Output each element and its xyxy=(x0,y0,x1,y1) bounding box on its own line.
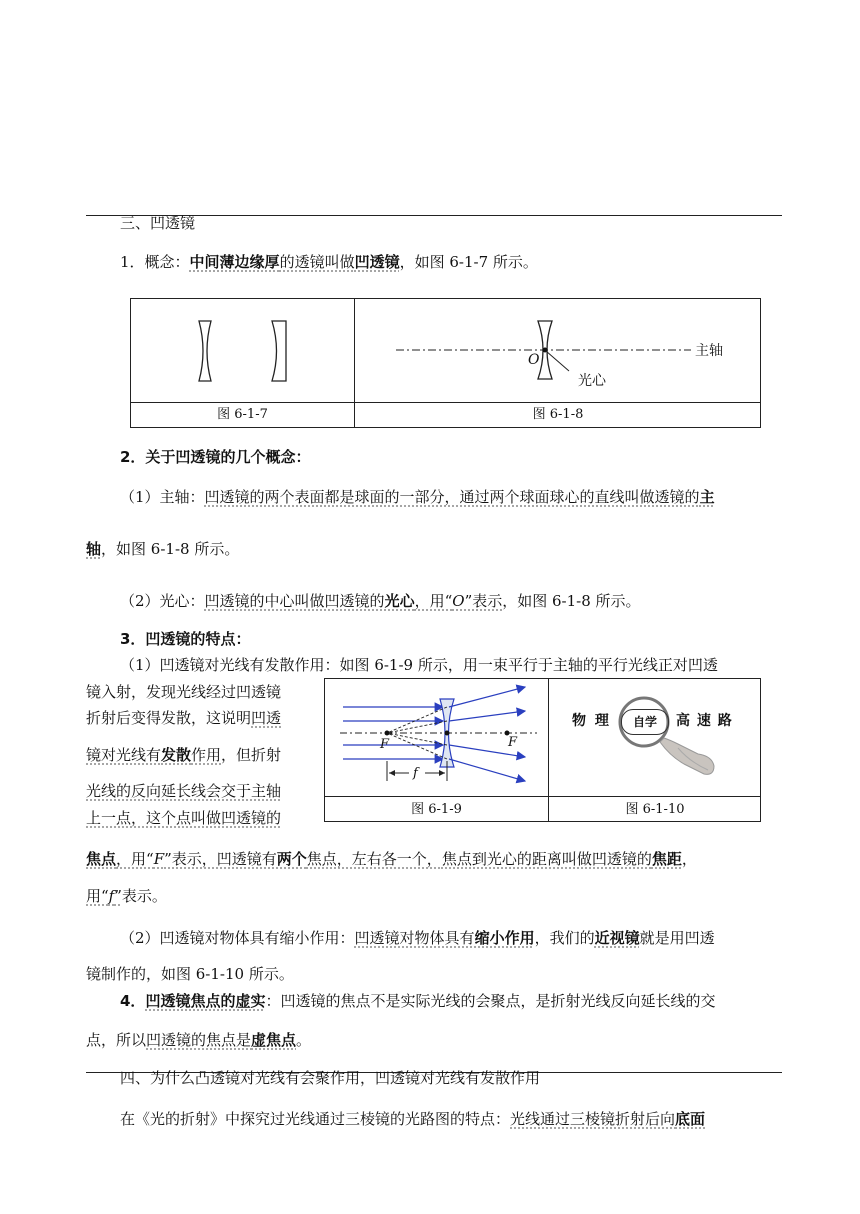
figure-6-1-9-f-length: f xyxy=(413,766,418,781)
figure-6-1-10-logo-right: 高 速 路 xyxy=(676,713,733,729)
features-heading: 3．凹透镜的特点： xyxy=(120,630,251,648)
figure-6-1-9-f-right: F xyxy=(508,735,518,750)
figure-6-1-8-o-label: O xyxy=(528,352,540,368)
figure-6-1-9-f-left: F xyxy=(380,737,390,752)
reducing-line2: 镜制作的，如图 6-1-10 所示。 xyxy=(86,965,294,983)
figure-6-1-8-caption: 图 6-1-8 xyxy=(532,407,584,422)
optical-center-line: （2）光心：凹透镜的中心叫做凹透镜的光心，用“O”表示，如图 6-1-8 所示。 xyxy=(120,592,641,610)
diverging-line4: 镜对光线有发散作用，但折射 xyxy=(86,746,282,764)
principal-axis-line2: 轴，如图 6-1-8 所示。 xyxy=(86,540,240,558)
concept-paragraph xyxy=(120,252,538,272)
diverging-line6: 上一点，这个点叫做凹透镜的 xyxy=(86,809,282,827)
reducing-line1: （2）凹透镜对物体具有缩小作用：凹透镜对物体具有缩小作用，我们的近视镜就是用凹透 xyxy=(120,929,715,947)
figure-6-1-10-logo-center: 自学 xyxy=(621,709,669,735)
concept-bold-1: 中间薄边缘厚 xyxy=(189,253,280,271)
concept-rest: ，如图 6-1-7 所示。 xyxy=(399,253,538,271)
section3-heading: 三、凹透镜 xyxy=(120,214,196,232)
figure-6-1-8-axis-label: 主轴 xyxy=(695,343,723,359)
concepts-heading: 2．关于凹透镜的几个概念： xyxy=(120,448,311,466)
diverging-line2: 镜入射，发现光线经过凹透镜 xyxy=(86,683,282,701)
diverging-line3: 折射后变得发散，这说明凹透 xyxy=(86,709,282,727)
figure-6-1-9-caption: 图 6-1-9 xyxy=(411,802,462,817)
figure-6-1-10-caption: 图 6-1-10 xyxy=(625,802,685,817)
diverging-line5: 光线的反向延长线会交于主轴 xyxy=(86,782,282,800)
focal-point-line: 焦点，用“F”表示，凹透镜有两个焦点，左右各一个，焦点到光心的距离叫做凹透镜的焦距， xyxy=(86,850,697,868)
section4-heading: 四、为什么凸透镜对光线有会聚作用，凹透镜对光线有发散作用 xyxy=(120,1069,541,1087)
figure-table-divider-h xyxy=(130,402,761,403)
magnifier-icon xyxy=(618,690,758,790)
figure-6-1-7-drawing xyxy=(131,299,353,401)
figure-table-9-10-divider-h xyxy=(324,796,761,797)
figure-6-1-10-logo-left: 物 理 xyxy=(572,713,611,729)
virtual-focus-line2: 点，所以凹透镜的焦点是虚焦点。 xyxy=(86,1031,312,1049)
principal-axis-line1: （1）主轴：凹透镜的两个表面都是球面的一部分，通过两个球面球心的直线叫做透镜的主 xyxy=(120,488,715,506)
section4-paragraph: 在《光的折射》中探究过光线通过三棱镜的光路图的特点：光线通过三棱镜折射后向底面 xyxy=(120,1110,706,1128)
figure-6-1-7-caption: 图 6-1-7 xyxy=(217,407,268,422)
figure-6-1-8-center-label: 光心 xyxy=(578,373,606,389)
concept-bold-2: 凹透镜 xyxy=(354,253,400,271)
virtual-focus-line1: 4．凹透镜焦点的虚实：凹透镜的焦点不是实际光线的会聚点，是折射光线反向延长线的交 xyxy=(120,992,716,1010)
concept-mid: 的透镜叫做 xyxy=(279,253,355,271)
diverging-line1: （1）凹透镜对光线有发散作用：如图 6-1-9 所示，用一束平行于主轴的平行光线正对凹透 xyxy=(120,656,718,674)
concept-number: 1．概念： xyxy=(120,253,190,271)
focal-length-line: 用“f”表示。 xyxy=(86,887,167,905)
